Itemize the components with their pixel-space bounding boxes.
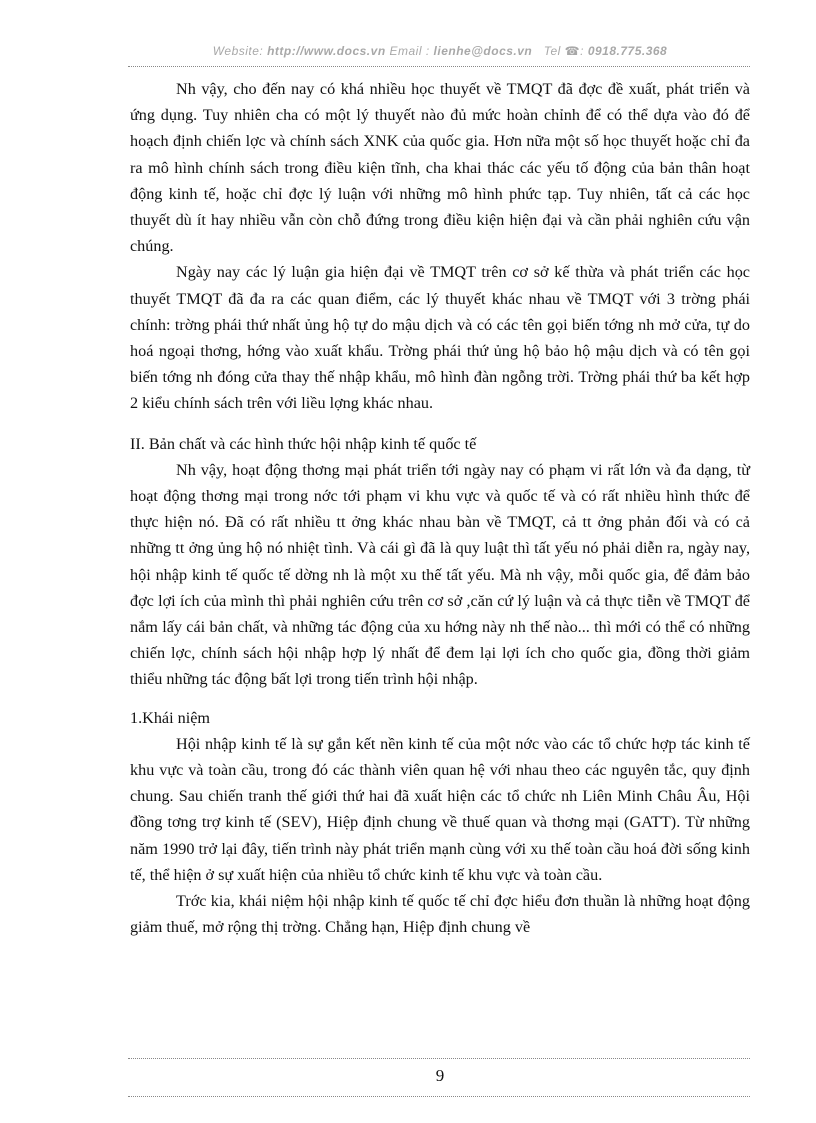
footer-bottom-divider xyxy=(128,1096,750,1097)
document-body xyxy=(130,76,750,941)
paragraph-3: Nh vậy, hoạt động thơng mại phát triển tới ngày nay có phạm vi rất lớn và đa dạng, từ hoạt động thơng mại trong nớc tới phạm vi khu vực và quốc tế và có rất nhiều hình thức để thực hiện nó. Đã có rất nhiều tt ởng khác nhau bàn về TMQT, cả tt ởng phản đối và có cả những tt ởng ủng hộ nó nhiệt tình. Và cái gì đã là quy luật thì tất yếu nó phải diễn ra, ngày nay, hội nhập kinh tế quốc tế dờng nh là một xu thế tất yếu. Mà nh vậy, mỗi quốc gia, để đảm bảo đợc lợi ích của mình thì phải nghiên cứu trên cơ sở ,căn cứ lý luận và cả thực tiễn về TMQT để nắm lấy cái bản chất, và những tác động của xu hớng này nh thế nào... thì mới có thể có những chiến lợc, chính sách hội nhập hợp lý nhất để đem lại lợi ích cho quốc gia, đồng thời giảm thiểu những tác động bất lợi trong tiến trình hội nhập. xyxy=(130,460,750,689)
paragraph-2: Ngày nay các lý luận gia hiện đại về TMQT trên cơ sở kế thừa và phát triển các học thuyết TMQT đã đa ra các quan điểm, các lý thuyết khác nhau về TMQT với 3 trờng phái chính: trờng phái thứ nhất ủng hộ tự do mậu dịch và có các tên gọi biến tớng nh mở cửa, tự do hoá ngoại thơng, hớng vào xuất khẩu. Trờng phái thứ ủng hộ bảo hộ mậu dịch và có tên gọi biến tớng nh đóng cửa thay thế nhập khẩu, mô hình đàn ngỗng trời. Trờng phái thứ ba kết hợp 2 kiểu chính sách trên với liều lợng khác nhau. xyxy=(130,263,750,413)
paragraph-1: Nh vậy, cho đến nay có khá nhiều học thuyết về TMQT đã đợc đề xuất, phát triển và ứng dụng. Tuy nhiên cha có một lý thuyết nào đủ mức hoàn chỉnh để có thể dựa vào đó để hoạch định chiến lợc và chính sách XNK của quốc gia. Hơn nữa một số học thuyết hoặc chỉ đa ra mô hình chính sách trong điều kiện tĩnh, cha khai thác các yếu tố động của bản thân hoạt động kinh tế, hoặc chỉ đợc lý luận với những mô hình phức tạp. Tuy nhiên, tất cả các học thuyết dù ít hay nhiều vẫn còn chỗ đứng trong điều kiện hiện đại và cần phải nghiên cứu vận chúng. xyxy=(130,80,750,256)
header-divider xyxy=(128,66,750,67)
page-header xyxy=(130,44,750,58)
email-label: Email : xyxy=(389,44,430,58)
tel-label: Tel ☎: xyxy=(543,44,584,58)
website-url[interactable]: http://www.docs.vn xyxy=(267,44,386,58)
section-heading-1: 1.Khái niệm xyxy=(130,708,211,727)
tel-number: 0918.775.368 xyxy=(587,44,668,58)
footer-divider xyxy=(128,1058,750,1059)
page-number: 9 xyxy=(435,1066,445,1085)
email-address[interactable]: lienhe@docs.vn xyxy=(433,44,533,58)
paragraph-4: Hội nhập kinh tế là sự gắn kết nền kinh tế của một nớc vào các tổ chức hợp tác kinh tế khu vực và toàn cầu, trong đó các thành viên quan hệ với nhau theo các nguyên tắc, quy định chung. Sau chiến tranh thế giới thứ hai đã xuất hiện các tổ chức nh Liên Minh Châu Âu, Hội đồng tơng trợ kinh tế (SEV), Hiệp định chung về thuế quan và thơng mại (GATT). Từ những năm 1990 trở lại đây, tiến trình này phát triển mạnh cùng với xu thế toàn cầu hoá đời sống kinh tế, thể hiện ở sự xuất hiện của nhiều tổ chức kinh tế khu vực và toàn cầu. xyxy=(130,734,750,884)
section-heading-ii: II. Bản chất và các hình thức hội nhập kinh tế quốc tế xyxy=(130,434,477,453)
website-label: Website: xyxy=(212,44,264,58)
paragraph-5: Trớc kia, khái niệm hội nhập kinh tế quốc tế chỉ đợc hiểu đơn thuần là những hoạt động giảm thuế, mở rộng thị trờng. Chẳng hạn, Hiệp định chung về xyxy=(130,892,750,937)
